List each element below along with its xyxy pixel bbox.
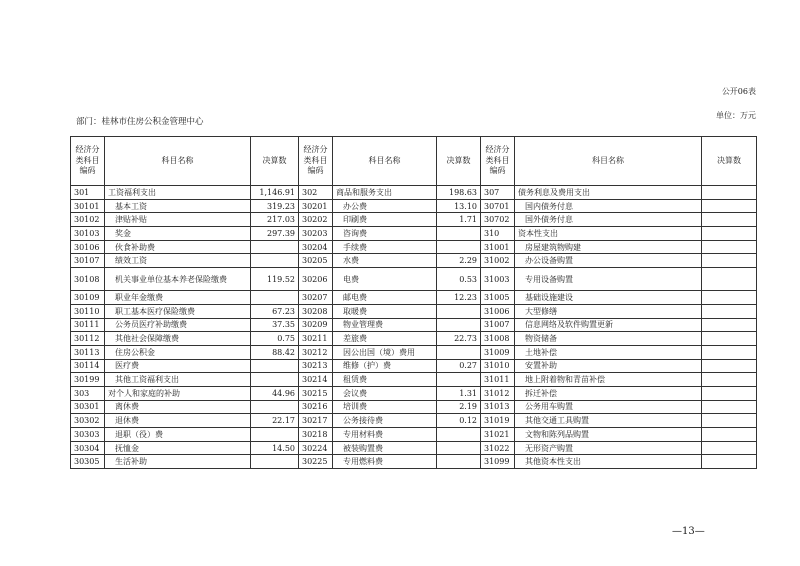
cell-name: 房屋建筑物购建: [515, 240, 702, 254]
cell-code: 30224: [299, 441, 333, 455]
cell-code: 31011: [481, 373, 515, 387]
table-row: [71, 441, 757, 455]
cell-name: 咨询费: [333, 227, 437, 241]
cell-code: 31006: [481, 304, 515, 318]
cell-amount: [702, 254, 757, 268]
form-code: 公开06表: [721, 87, 756, 96]
cell-code: 30101: [71, 199, 105, 213]
cell-name: 对个人和家庭的补助: [105, 386, 251, 400]
cell-code: 30199: [71, 373, 105, 387]
cell-name: 信息网络及软件购置更新: [515, 318, 702, 332]
cell-amount: [702, 240, 757, 254]
cell-amount: [702, 400, 757, 414]
cell-amount: 88.42: [251, 345, 299, 359]
table-row: [71, 240, 757, 254]
cell-name: 物资储备: [515, 332, 702, 346]
cell-amount: 1.71: [437, 213, 481, 227]
cell-code: 30304: [71, 441, 105, 455]
column-header: 科目名称: [333, 137, 437, 186]
cell-code: 30211: [299, 332, 333, 346]
cell-code: 30208: [299, 304, 333, 318]
cell-name: 文物和陈列品购置: [515, 428, 702, 442]
cell-name: 国外债务付息: [515, 213, 702, 227]
cell-code: 301: [71, 186, 105, 200]
cell-name: 其他工资福利支出: [105, 373, 251, 387]
column-header: 经济分类科目编码: [481, 137, 515, 186]
cell-name: 伙食补助费: [105, 240, 251, 254]
cell-name: 奖金: [105, 227, 251, 241]
cell-amount: [251, 373, 299, 387]
cell-name: 安置补助: [515, 359, 702, 373]
cell-amount: [702, 199, 757, 213]
cell-amount: 119.52: [251, 268, 299, 291]
cell-name: 住房公积金: [105, 345, 251, 359]
cell-amount: 0.53: [437, 268, 481, 291]
cell-name: 物业管理费: [333, 318, 437, 332]
cell-name: 退职（役）费: [105, 428, 251, 442]
cell-amount: 297.39: [251, 227, 299, 241]
expenditure-table: [70, 136, 757, 469]
table-row: [71, 345, 757, 359]
cell-name: 差旅费: [333, 332, 437, 346]
cell-amount: [437, 227, 481, 241]
cell-amount: 44.96: [251, 386, 299, 400]
table-row: [71, 304, 757, 318]
cell-code: 30108: [71, 268, 105, 291]
cell-amount: [702, 345, 757, 359]
cell-code: 30106: [71, 240, 105, 254]
cell-name: 基础设施建设: [515, 291, 702, 305]
cell-name: 其他资本性支出: [515, 455, 702, 469]
cell-amount: [702, 441, 757, 455]
cell-amount: [702, 304, 757, 318]
cell-amount: [251, 359, 299, 373]
cell-name: 医疗费: [105, 359, 251, 373]
cell-name: 会议费: [333, 386, 437, 400]
cell-amount: [251, 240, 299, 254]
cell-name: 专用设备购置: [515, 268, 702, 291]
cell-code: 30216: [299, 400, 333, 414]
cell-amount: 22.17: [251, 414, 299, 428]
cell-name: 商品和服务支出: [333, 186, 437, 200]
cell-code: 30114: [71, 359, 105, 373]
cell-code: 31099: [481, 455, 515, 469]
cell-code: 30212: [299, 345, 333, 359]
cell-name: 大型修缮: [515, 304, 702, 318]
cell-code: 30301: [71, 400, 105, 414]
cell-name: 退休费: [105, 414, 251, 428]
cell-code: 30702: [481, 213, 515, 227]
table-row: [71, 414, 757, 428]
cell-code: 31003: [481, 268, 515, 291]
cell-name: 土地补偿: [515, 345, 702, 359]
cell-code: 30110: [71, 304, 105, 318]
cell-code: 30218: [299, 428, 333, 442]
cell-code: 30201: [299, 199, 333, 213]
cell-code: 30217: [299, 414, 333, 428]
table-row: [71, 455, 757, 469]
cell-code: 30203: [299, 227, 333, 241]
table-row: [71, 400, 757, 414]
cell-code: 307: [481, 186, 515, 200]
cell-code: 30302: [71, 414, 105, 428]
cell-name: 津贴补贴: [105, 213, 251, 227]
cell-name: 公务接待费: [333, 414, 437, 428]
column-header: 经济分类科目编码: [299, 137, 333, 186]
cell-amount: 0.27: [437, 359, 481, 373]
table-row: [71, 199, 757, 213]
cell-code: 30207: [299, 291, 333, 305]
cell-amount: [702, 186, 757, 200]
table-row: [71, 373, 757, 387]
cell-name: 租赁费: [333, 373, 437, 387]
cell-amount: [437, 428, 481, 442]
cell-amount: [702, 213, 757, 227]
cell-amount: 198.63: [437, 186, 481, 200]
cell-code: 30206: [299, 268, 333, 291]
cell-name: 办公设备购置: [515, 254, 702, 268]
cell-code: 31010: [481, 359, 515, 373]
cell-name: 维修（护）费: [333, 359, 437, 373]
cell-code: 30209: [299, 318, 333, 332]
cell-name: 债务利息及费用支出: [515, 186, 702, 200]
cell-name: 国内债务付息: [515, 199, 702, 213]
cell-amount: [437, 373, 481, 387]
cell-name: 职业年金缴费: [105, 291, 251, 305]
cell-amount: 217.03: [251, 213, 299, 227]
cell-amount: [702, 359, 757, 373]
cell-amount: 13.10: [437, 199, 481, 213]
cell-code: 31021: [481, 428, 515, 442]
table-header-row: [71, 137, 757, 186]
cell-name: 其他交通工具购置: [515, 414, 702, 428]
cell-name: 抚恤金: [105, 441, 251, 455]
cell-name: 水费: [333, 254, 437, 268]
cell-code: 31001: [481, 240, 515, 254]
cell-amount: 14.50: [251, 441, 299, 455]
cell-name: 基本工资: [105, 199, 251, 213]
table-row: [71, 254, 757, 268]
cell-amount: [437, 345, 481, 359]
cell-amount: [251, 400, 299, 414]
cell-code: 30107: [71, 254, 105, 268]
cell-amount: 1.31: [437, 386, 481, 400]
cell-code: 30213: [299, 359, 333, 373]
cell-name: 培训费: [333, 400, 437, 414]
cell-amount: 2.19: [437, 400, 481, 414]
cell-name: 因公出国（境）费用: [333, 345, 437, 359]
cell-code: 31002: [481, 254, 515, 268]
column-header: 决算数: [702, 137, 757, 186]
cell-amount: 319.23: [251, 199, 299, 213]
cell-amount: [702, 414, 757, 428]
table-row: [71, 227, 757, 241]
table-row: [71, 359, 757, 373]
cell-name: 专用材料费: [333, 428, 437, 442]
cell-code: 30113: [71, 345, 105, 359]
cell-name: 资本性支出: [515, 227, 702, 241]
cell-amount: [702, 291, 757, 305]
cell-code: 30103: [71, 227, 105, 241]
cell-name: 被装购置费: [333, 441, 437, 455]
cell-name: 离休费: [105, 400, 251, 414]
cell-amount: [702, 227, 757, 241]
cell-code: 31009: [481, 345, 515, 359]
cell-code: 31013: [481, 400, 515, 414]
cell-amount: [437, 441, 481, 455]
cell-name: 专用燃料费: [333, 455, 437, 469]
cell-amount: [702, 428, 757, 442]
cell-amount: [251, 428, 299, 442]
table-row: [71, 386, 757, 400]
cell-amount: [702, 455, 757, 469]
cell-code: 30225: [299, 455, 333, 469]
cell-code: 31012: [481, 386, 515, 400]
table-row: [71, 186, 757, 200]
column-header: 科目名称: [515, 137, 702, 186]
cell-amount: [702, 332, 757, 346]
cell-name: 无形资产购置: [515, 441, 702, 455]
table-row: [71, 213, 757, 227]
cell-name: 地上附着物和青苗补偿: [515, 373, 702, 387]
cell-name: 取暖费: [333, 304, 437, 318]
cell-code: 30215: [299, 386, 333, 400]
cell-name: 生活补助: [105, 455, 251, 469]
cell-name: 职工基本医疗保险缴费: [105, 304, 251, 318]
cell-amount: [251, 455, 299, 469]
table-row: [71, 428, 757, 442]
column-header: 经济分类科目编码: [71, 137, 105, 186]
cell-code: 30701: [481, 199, 515, 213]
cell-amount: 22.73: [437, 332, 481, 346]
cell-code: 31005: [481, 291, 515, 305]
cell-amount: [702, 373, 757, 387]
cell-code: 31007: [481, 318, 515, 332]
cell-code: 31008: [481, 332, 515, 346]
cell-code: 30205: [299, 254, 333, 268]
cell-name: 办公费: [333, 199, 437, 213]
cell-code: 31022: [481, 441, 515, 455]
cell-code: 30111: [71, 318, 105, 332]
cell-name: 公务用车购置: [515, 400, 702, 414]
cell-code: 30214: [299, 373, 333, 387]
cell-amount: [702, 268, 757, 291]
cell-name: 工资福利支出: [105, 186, 251, 200]
table-row: [71, 332, 757, 346]
cell-amount: 0.75: [251, 332, 299, 346]
column-header: 科目名称: [105, 137, 251, 186]
unit-label: 单位：万元: [716, 111, 756, 120]
cell-amount: [437, 455, 481, 469]
cell-code: 30202: [299, 213, 333, 227]
column-header: 决算数: [251, 137, 299, 186]
cell-name: 拆迁补偿: [515, 386, 702, 400]
cell-code: 30305: [71, 455, 105, 469]
cell-amount: [702, 318, 757, 332]
cell-amount: [437, 240, 481, 254]
cell-amount: [437, 318, 481, 332]
cell-name: 印刷费: [333, 213, 437, 227]
cell-amount: 67.23: [251, 304, 299, 318]
cell-name: 其他社会保障缴费: [105, 332, 251, 346]
table-body: [71, 186, 757, 469]
department-label: 部门：桂林市住房公积金管理中心: [76, 117, 204, 127]
cell-amount: 0.12: [437, 414, 481, 428]
cell-code: 30204: [299, 240, 333, 254]
cell-name: 邮电费: [333, 291, 437, 305]
cell-code: 30102: [71, 213, 105, 227]
cell-amount: 1,146.91: [251, 186, 299, 200]
column-header: 决算数: [437, 137, 481, 186]
cell-name: 电费: [333, 268, 437, 291]
cell-code: 310: [481, 227, 515, 241]
cell-name: 机关事业单位基本养老保险缴费: [105, 268, 251, 291]
cell-name: 手续费: [333, 240, 437, 254]
cell-name: 绩效工资: [105, 254, 251, 268]
cell-amount: 2.29: [437, 254, 481, 268]
cell-name: 公务员医疗补助缴费: [105, 318, 251, 332]
table-row: [71, 268, 757, 291]
page-number: —13—: [672, 526, 705, 537]
cell-code: 303: [71, 386, 105, 400]
table-row: [71, 291, 757, 305]
cell-amount: [251, 291, 299, 305]
cell-code: 302: [299, 186, 333, 200]
cell-code: 30112: [71, 332, 105, 346]
cell-amount: 12.23: [437, 291, 481, 305]
cell-code: 30109: [71, 291, 105, 305]
cell-code: 30303: [71, 428, 105, 442]
cell-amount: [702, 386, 757, 400]
cell-amount: [251, 254, 299, 268]
table-row: [71, 318, 757, 332]
cell-code: 31019: [481, 414, 515, 428]
cell-amount: 37.35: [251, 318, 299, 332]
cell-amount: [437, 304, 481, 318]
